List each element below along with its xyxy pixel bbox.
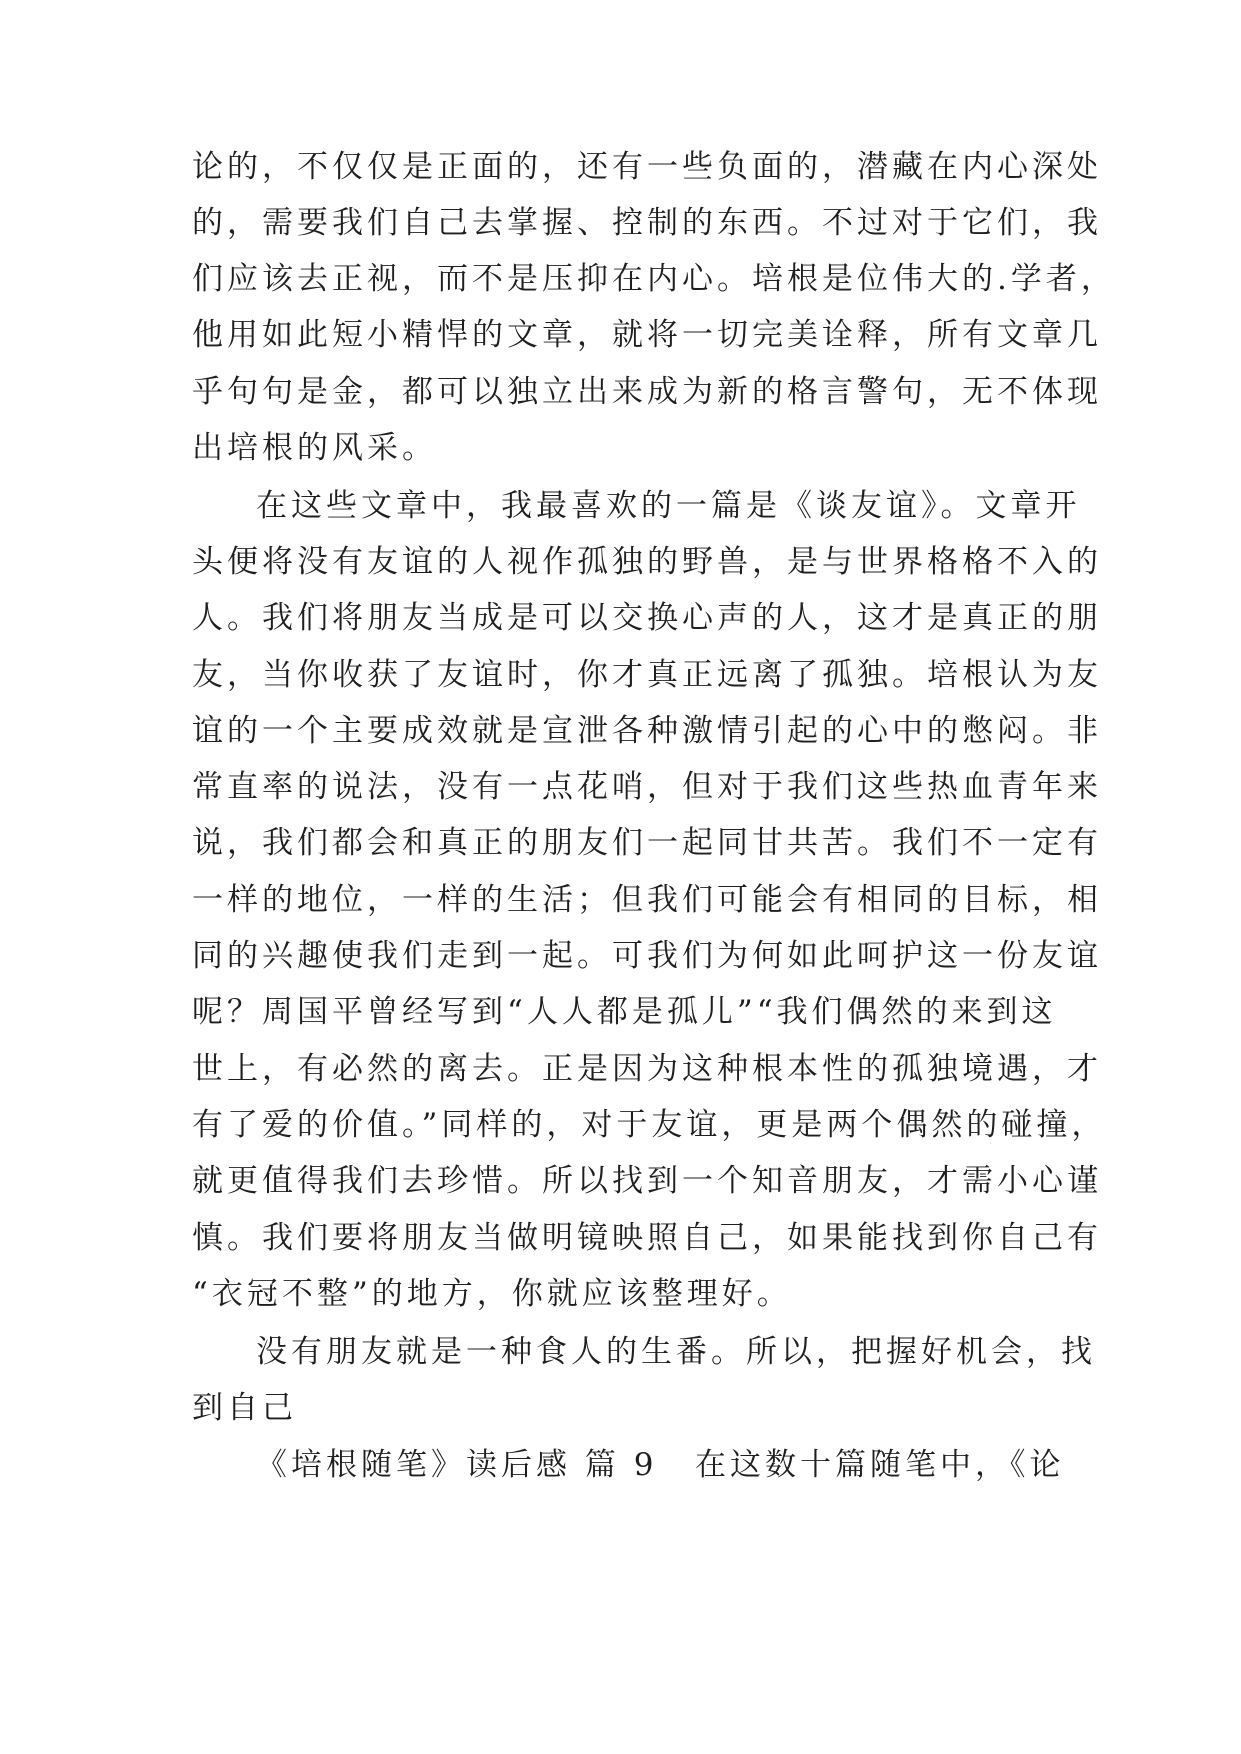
section-heading: 《培根随笔》读后感 篇 9	[256, 1447, 658, 1483]
text-line: 慎。我们要将朋友当做明镜映照自己，如果能找到你自己有	[192, 1220, 1102, 1256]
text-line: 的，需要我们自己去掌握、控制的东西。不过对于它们，我	[192, 205, 1102, 241]
text-line: 们应该去正视，而不是压抑在内心。培根是位伟大的.学者，	[192, 261, 1116, 297]
text-line-first: 在这些文章中，我最喜欢的一篇是《谈友谊》。文章开	[256, 488, 1081, 524]
text-line: 出培根的风采。	[192, 430, 437, 466]
text-line: 同的兴趣使我们走到一起。可我们为何如此呵护这一份友谊	[192, 938, 1102, 974]
text-line: 就更值得我们去珍惜。所以找到一个知音朋友，才需小心谨	[192, 1163, 1102, 1199]
text-line: 有了爱的价值。”同样的，对于友谊，更是两个偶然的碰撞，	[192, 1107, 1107, 1143]
text-line: 说，我们都会和真正的朋友们一起同甘共苦。我们不一定有	[192, 825, 1102, 861]
text-line: “衣冠不整”的地方，你就应该整理好。	[192, 1276, 792, 1312]
text-line: 论的，不仅仅是正面的，还有一些负面的，潜藏在内心深处	[192, 149, 1102, 185]
text-line: 一样的地位，一样的生活；但我们可能会有相同的目标，相	[192, 882, 1102, 918]
text-line: 谊的一个主要成效就是宣泄各种激情引起的心中的憋闷。非	[192, 713, 1102, 749]
text-line: 人。我们将朋友当成是可以交换心声的人，这才是真正的朋	[192, 600, 1102, 636]
text-line-first: 没有朋友就是一种食人的生番。所以，把握好机会，找	[256, 1334, 1096, 1370]
section-start-text: 在这数十篇随笔中，《论	[695, 1447, 1065, 1483]
text-line: 呢？周国平曾经写到“人人都是孤儿”“我们偶然的来到这	[192, 994, 1057, 1030]
text-line: 头便将没有友谊的人视作孤独的野兽，是与世界格格不入的	[192, 544, 1102, 580]
text-line: 乎句句是金，都可以独立出来成为新的格言警句，无不体现	[192, 374, 1102, 410]
text-line: 常直率的说法，没有一点花哨，但对于我们这些热血青年来	[192, 769, 1102, 805]
text-line: 到自己	[192, 1390, 297, 1426]
text-line: 友，当你收获了友谊时，你才真正远离了孤独。培根认为友	[192, 657, 1102, 693]
text-line: 他用如此短小精悍的文章，就将一切完美诠释，所有文章几	[192, 317, 1102, 353]
text-line: 世上，有必然的离去。正是因为这种根本性的孤独境遇，才	[192, 1051, 1102, 1087]
